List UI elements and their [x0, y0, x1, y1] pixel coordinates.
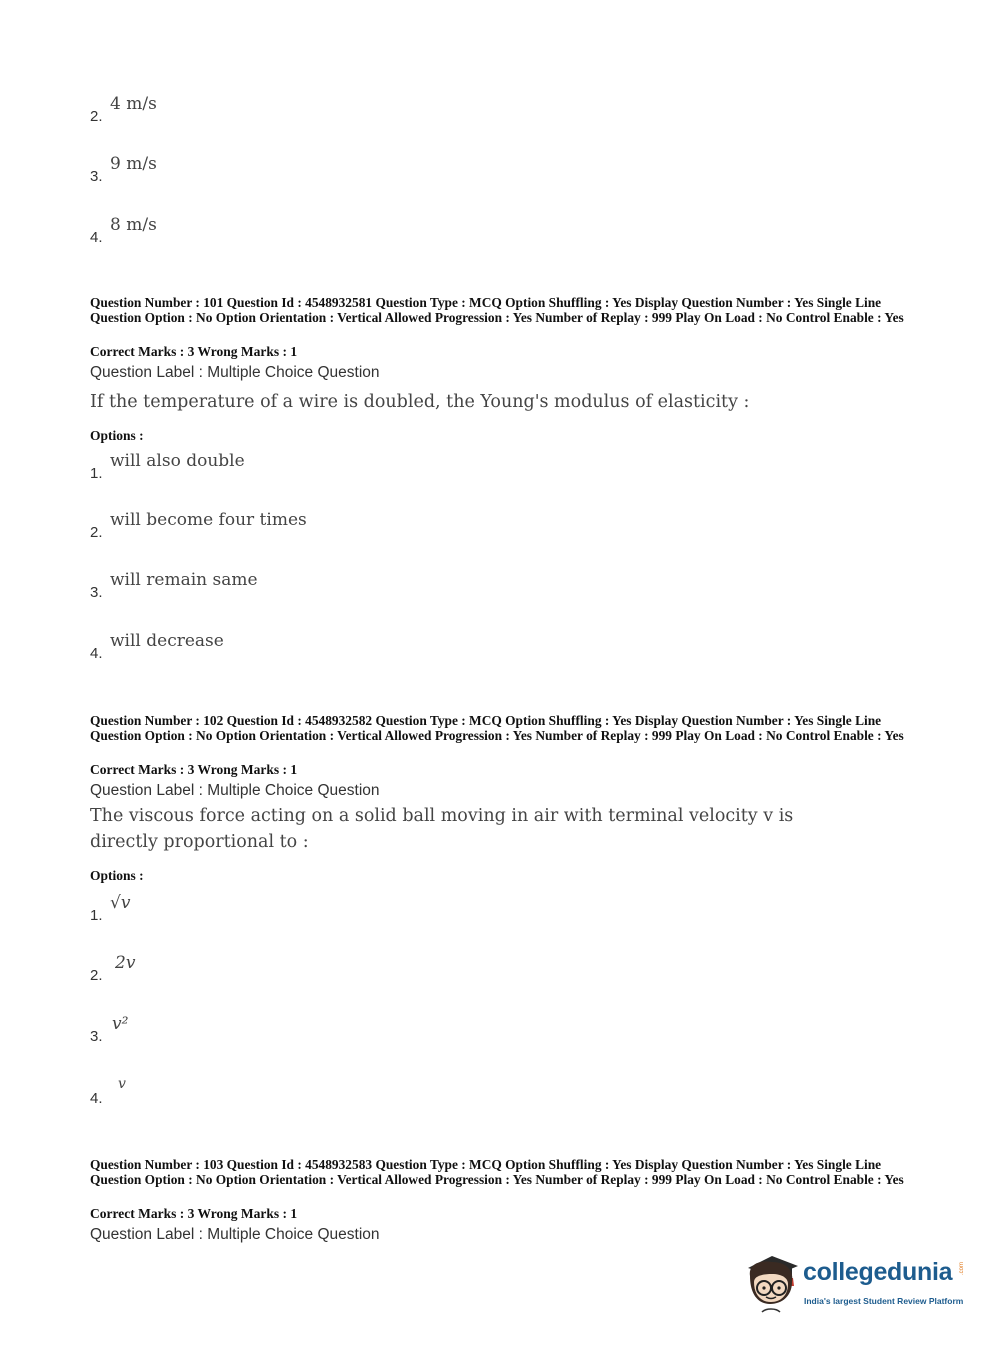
logo-wordmark: collegedunia [803, 1258, 953, 1286]
option-text: 4 m/s [110, 94, 157, 114]
option-number: 4. [90, 229, 103, 246]
option-number: 2. [90, 967, 103, 984]
question-text: If the temperature of a wire is doubled, the Young's modulus of elasticity : [90, 392, 750, 412]
option-number: 3. [90, 584, 103, 601]
option-text: will become four times [110, 510, 307, 530]
question-marks: Correct Marks : 3 Wrong Marks : 1 [90, 762, 298, 777]
option-number: 3. [90, 168, 103, 185]
options-header: Options : [90, 868, 144, 883]
option-text: 8 m/s [110, 215, 157, 235]
option-number: 1. [90, 907, 103, 924]
option-number: 2. [90, 524, 103, 541]
question-marks: Correct Marks : 3 Wrong Marks : 1 [90, 1206, 298, 1221]
mascot-icon [742, 1250, 804, 1320]
question-meta: Question Number : 101 Question Id : 4548932581 Question Type : MCQ Option Shuffling : Yes Display Question Number : Yes Single Line Question Option : No Option Orientation : Vertical Allowed Progression : Yes Number of Replay : 999 Play On Load : No Control Enable : Yes [90, 295, 904, 325]
question-label: Question Label : Multiple Choice Question [90, 1226, 380, 1243]
question-label: Question Label : Multiple Choice Question [90, 364, 380, 381]
option-text: will decrease [110, 631, 224, 651]
question-marks: Correct Marks : 3 Wrong Marks : 1 [90, 344, 298, 359]
option-text: v [118, 1076, 126, 1092]
option-text: 2v [115, 953, 136, 973]
option-number: 4. [90, 1090, 103, 1107]
option-number: 1. [90, 465, 103, 482]
question-meta: Question Number : 103 Question Id : 4548932583 Question Type : MCQ Option Shuffling : Yes Display Question Number : Yes Single Line Question Option : No Option Orientation : Vertical Allowed Progression : Yes Number of Replay : 999 Play On Load : No Control Enable : Yes [90, 1157, 904, 1187]
option-text: v² [112, 1014, 129, 1034]
options-header: Options : [90, 428, 144, 443]
option-number: 4. [90, 645, 103, 662]
logo-tagline: India's largest Student Review Platform [804, 1296, 964, 1306]
option-text: √v [110, 893, 131, 913]
option-number: 3. [90, 1028, 103, 1045]
logo-com: .com [959, 1262, 965, 1276]
question-label: Question Label : Multiple Choice Question [90, 782, 380, 799]
question-text: The viscous force acting on a solid ball moving in air with terminal velocity v is directly proportional to : [90, 806, 794, 852]
option-text: will also double [110, 451, 245, 471]
option-number: 2. [90, 108, 103, 125]
option-text: will remain same [110, 570, 258, 590]
option-text: 9 m/s [110, 154, 157, 174]
collegedunia-logo [742, 1250, 972, 1320]
question-meta: Question Number : 102 Question Id : 4548932582 Question Type : MCQ Option Shuffling : Yes Display Question Number : Yes Single Line Question Option : No Option Orientation : Vertical Allowed Progression : Yes Number of Replay : 999 Play On Load : No Control Enable : Yes [90, 713, 904, 743]
